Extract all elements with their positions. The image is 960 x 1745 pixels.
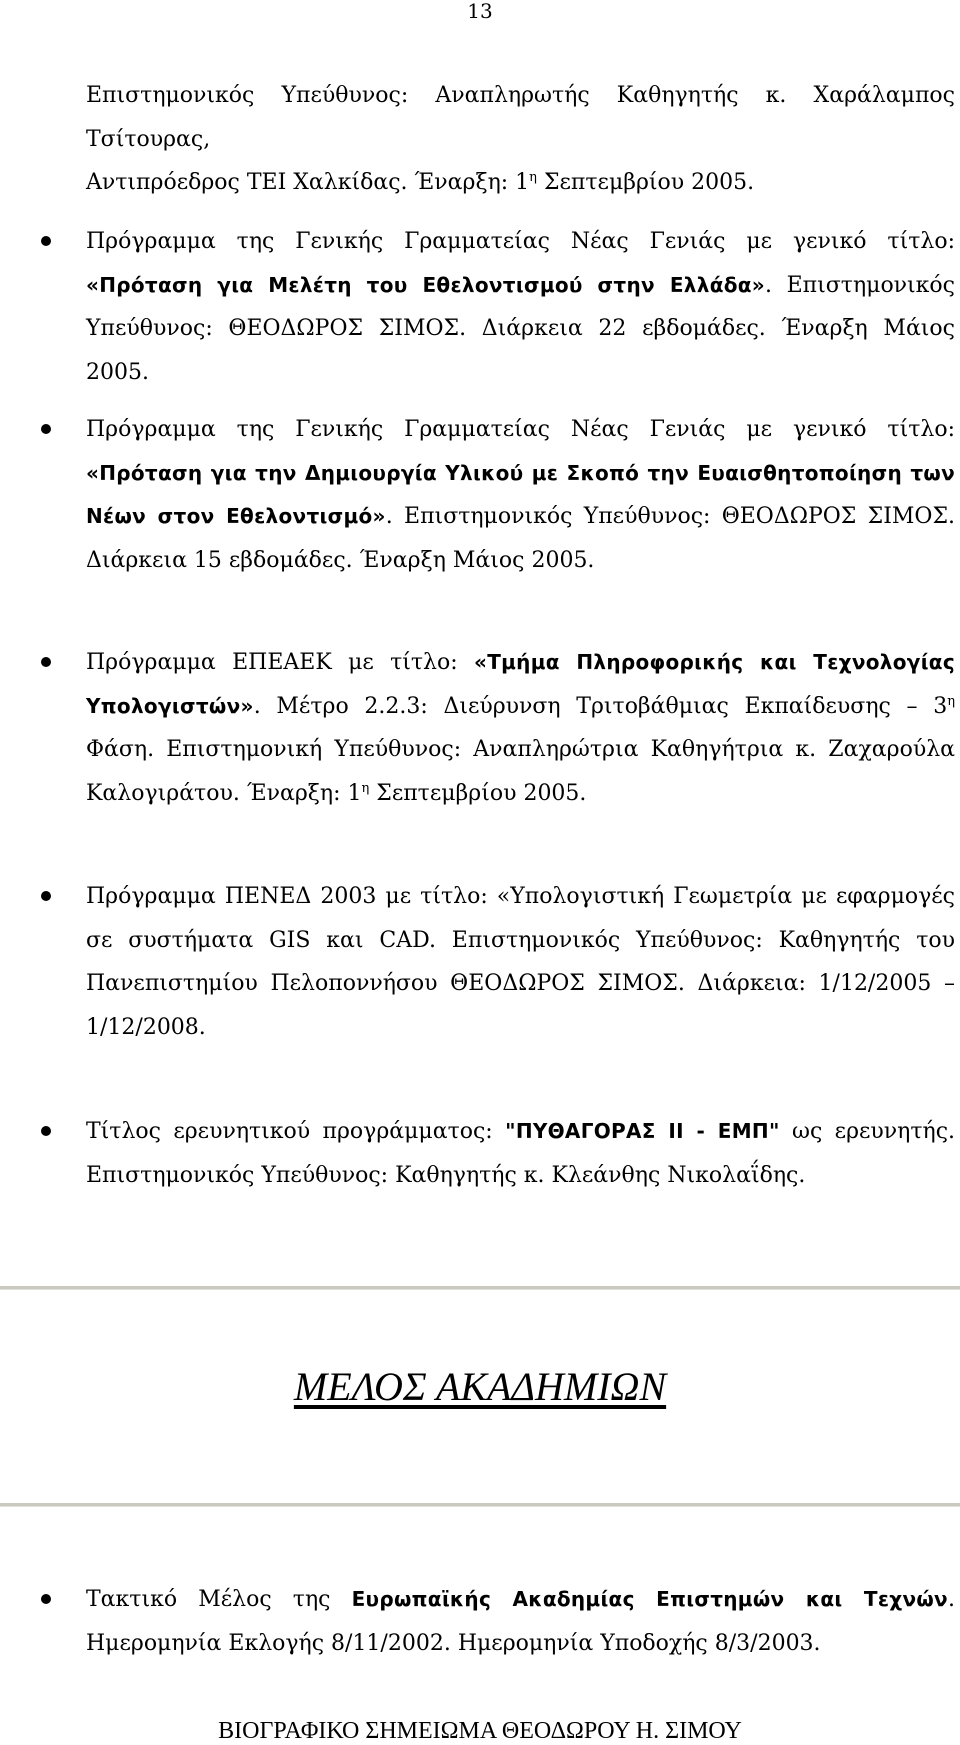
list-item — [86, 1110, 955, 1197]
item-title: «Πρόταση για Μελέτη του Εθελοντισμού στην Ελλάδα» — [86, 272, 766, 297]
intro-superscript: η — [529, 170, 537, 185]
bullet-icon — [41, 891, 51, 901]
item-text: Τίτλος ερευνητικού προγράμματος: — [86, 1119, 506, 1144]
item-title: "ΠΥΘΑΓΟΡΑΣ ΙΙ - ΕΜΠ" — [505, 1119, 780, 1143]
list-item — [86, 875, 955, 1049]
item-title: «Πρόταση για την Δημιουργία Υλικού με Σκοπό την Ευαισθητοποίηση των Νέων στον Εθελοντισμό» — [86, 460, 955, 528]
item-title: «Τμήμα Πληροφορικής και Τεχνολογίας Υπολογιστών» — [86, 650, 955, 718]
item-text: Πρόγραμμα ΕΠΕΑΕΚ με τίτλο: — [86, 650, 474, 675]
item-title: Ευρωπαϊκής Ακαδημίας Επιστημών και Τεχνών — [351, 1587, 948, 1611]
intro-line-2-end: Σεπτεμβρίου 2005. — [536, 170, 755, 195]
item-superscript: η — [361, 780, 370, 796]
list-item — [86, 220, 955, 394]
bullet-icon — [41, 236, 51, 246]
item-text: . Επιστημονικός Υπεύθυνος: ΘΕΟΔΩΡΟΣ ΣΙΜΟΣ. Διάρκεια 15 εβδομάδες. Έναρξη Μάιος 2005. — [86, 504, 956, 573]
bullet-icon — [41, 424, 51, 434]
intro-paragraph — [86, 74, 955, 205]
item-text: Σεπτεμβρίου 2005. — [369, 780, 587, 806]
bullet-icon — [41, 1126, 51, 1136]
item-text: Τακτικό Μέλος της — [86, 1587, 352, 1612]
item-text: . Επιστημονικός Υπεύθυνος: ΘΕΟΔΩΡΟΣ ΣΙΜΟΣ. Διάρκεια 22 εβδομάδες. Έναρξη Μάιος 2005. — [86, 272, 955, 385]
list-item — [86, 408, 955, 582]
item-text: Πρόγραμμα ΠΕΝΕΔ 2003 με τίτλο: «Υπολογιστική Γεωμετρία με εφαρμογές σε συστήματα GIS και CAD. Επιστημονικός Υπεύθυνος: Καθηγητής του Πανεπιστημίου Πελοποννήσου ΘΕΟΔΩΡΟΣ ΣΙΜΟΣ. Διάρκεια: 1/12/2005 – 1/12/2008. — [86, 884, 955, 1040]
item-superscript: η — [947, 693, 955, 709]
list-item — [86, 1578, 955, 1665]
bullet-icon — [41, 657, 51, 667]
list-item — [86, 641, 955, 815]
intro-line-2-start: Αντιπρόεδρος ΤΕΙ Χαλκίδας. Έναρξη: 1 — [86, 170, 530, 195]
intro-line-1: Επιστημονικός Υπεύθυνος: Αναπληρωτής Καθηγητής κ. Χαράλαμπος Τσίτουρας, — [86, 83, 955, 152]
item-text: Πρόγραμμα της Γενικής Γραμματείας Νέας Γενιάς με γενικό τίτλο: — [86, 229, 955, 254]
item-text: ως ερευνητής. Επιστημονικός Υπεύθυνος: Καθηγητής κ. Κλεάνθης Νικολαΐδης. — [86, 1119, 956, 1188]
bullet-icon — [41, 1594, 51, 1604]
item-text: . Ημερομηνία Εκλογής 8/11/2002. Ημερομηνία Υποδοχής 8/3/2003. — [86, 1587, 955, 1656]
section-heading: ΜΕΛΟΣ ΑΚΑΔΗΜΙΩΝ — [293, 1364, 667, 1409]
page-number: 13 — [467, 0, 493, 23]
item-text: Φάση. Επιστημονική Υπεύθυνος: Αναπληρώτρια Καθηγήτρια κ. Ζαχαρούλα Καλογιράτου. Έναρξη: 1 — [86, 737, 955, 806]
item-text: Πρόγραμμα της Γενικής Γραμματείας Νέας Γενιάς με γενικό τίτλο: — [86, 417, 955, 442]
section-divider-top — [0, 1286, 960, 1290]
section-divider-bottom — [0, 1503, 960, 1507]
item-text: . Μέτρο 2.2.3: Διεύρυνση Τριτοβάθμιας Εκπαίδευσης – 3 — [253, 693, 948, 719]
page-footer: ΒΙΟΓΡΑΦΙΚΟ ΣΗΜΕΙΩΜΑ ΘΕΟΔΩΡΟΥ Η. ΣΙΜΟΥ — [218, 1718, 742, 1744]
